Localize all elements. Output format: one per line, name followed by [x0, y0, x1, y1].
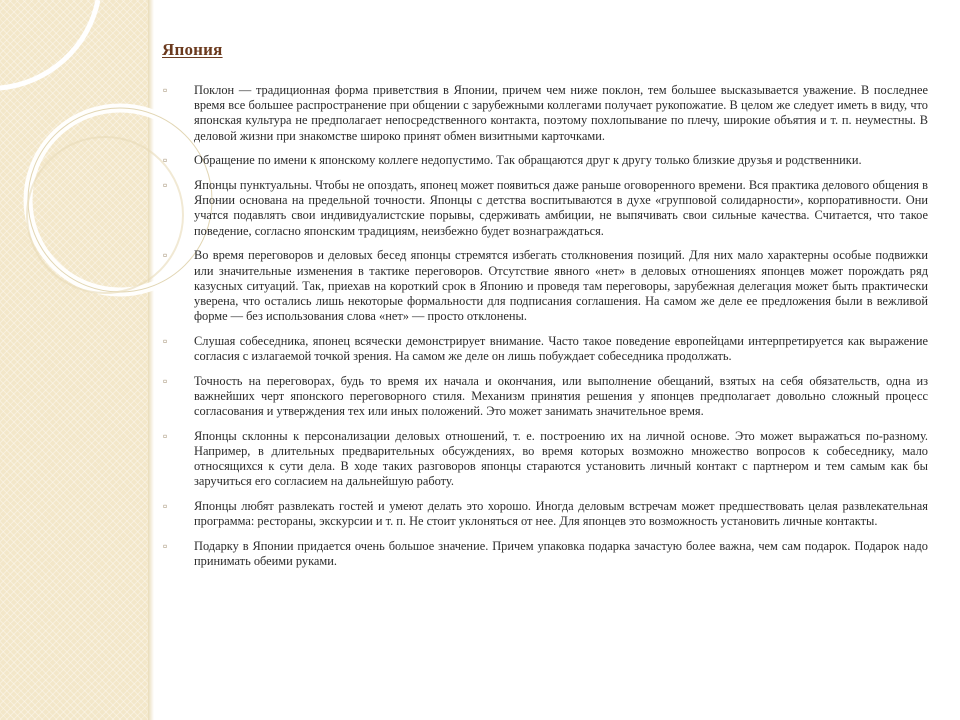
list-item-text: Во время переговоров и деловых бесед японцы стремятся избегать столкновения позиций. Для них мало характерны особые подвижки или значительные изменения в тактике переговоров. Отсутствие явного «нет» в деловых отношениях японцев может порождать ряд казусных ситуаций. Так, приехав на короткий срок в Японию и проведя там переговоры, зарубежная делегация может быть практически уверена, что остались лишь некоторые формальности для подписания соглашения. На самом же деле ее предложения были в вежливой форме — без использования слова «нет» — просто отклонены. — [194, 248, 928, 324]
list-item-text: Японцы любят развлекать гостей и умеют делать это хорошо. Иногда деловым встречам может предшествовать целая развлекательная программа: рестораны, экскурсии и т. п. Не стоит уклоняться от нее. Для японцев это возможность установить личные контакты. — [194, 499, 928, 529]
list-item-text: Точность на переговорах, будь то время их начала и окончания, или выполнение обещаний, взятых на себя обязательств, одна из важнейших черт японского переговорного стиля. Механизм принятия решения у японцев предполагает довольно сложный процесс согласования и утверждения тех или иных положений. Это может занимать значительное время. — [194, 373, 928, 419]
bullet-icon: ▫ — [163, 248, 168, 263]
slide-content — [162, 83, 928, 579]
list-item-text: Японцы пунктуальны. Чтобы не опоздать, японец может появиться даже раньше оговоренного времени. Вся практика делового общения в Японии основана на предельной точности. Японцы с детства воспитываются в духе «групповой солидарности», корпоративности. Они учатся подавлять свои индивидуалистские порывы, сдерживать амбиции, не выпячивать свои сильные качества. Считается, что такое поведение, согласно японским традициям, неизбежно будет вознаграждаться. — [194, 178, 928, 238]
bullet-icon: ▫ — [163, 178, 168, 193]
list-item-text: Подарку в Японии придается очень большое значение. Причем упаковка подарка зачастую более важна, чем сам подарок. Подарок надо принимать обеими руками. — [194, 539, 928, 569]
list-item-text: Поклон — традиционная форма приветствия в Японии, причем чем ниже поклон, тем большее высказывается уважение. В последнее время все большее распространение при общении с зарубежными коллегами получает рукопожатие. В целом же следует иметь в виду, что японская культура не предполагает непосредственного контакта, поэтому похлопывание по плечу, широкие объятия и т. п. неуместны. В деловой жизни при знакомстве широко принят обмен визитными карточками. — [194, 83, 928, 143]
list-item — [162, 499, 928, 529]
list-item — [162, 178, 928, 239]
list-item-text: Японцы склонны к персонализации деловых отношений, т. е. построению их на личной основе. Это может выражаться по-разному. Например, в длительных предварительных обсуждениях, во время которых возможно множество вопросов к собеседнику, мало относящихся к сути дела. В ходе таких разговоров японцы стараются установить личный контакт с партнером и тем самым как бы заручиться его согласием на дальнейшую работу. — [194, 428, 928, 489]
bullet-icon: ▫ — [163, 83, 168, 97]
list-item-text: Обращение по имени к японскому коллеге недопустимо. Так обращаются друг к другу только близкие друзья и родственники. — [194, 153, 862, 168]
list-item — [162, 539, 928, 569]
slide-title: Япония — [162, 40, 223, 59]
list-item — [162, 334, 928, 364]
bullet-icon: ▫ — [163, 373, 168, 388]
list-item — [162, 374, 928, 420]
list-item-text: Слушая собеседника, японец всячески демонстрирует внимание. Часто такое поведение европейцами интерпретируется как выражение согласия с излагаемой точкой зрения. На самом же деле он лишь побуждает собеседника продолжать. — [194, 333, 928, 364]
bullet-icon: ▫ — [163, 333, 168, 348]
decorative-side-panel — [0, 0, 150, 720]
list-item — [162, 153, 928, 168]
bullet-icon: ▫ — [163, 499, 168, 514]
bullet-icon: ▫ — [163, 539, 168, 554]
bullet-icon: ▫ — [163, 153, 168, 168]
decorative-side-edge — [148, 0, 154, 720]
bullet-list — [162, 83, 928, 569]
list-item — [162, 83, 928, 144]
list-item — [162, 248, 928, 324]
list-item — [162, 429, 928, 490]
bullet-icon: ▫ — [163, 428, 168, 443]
